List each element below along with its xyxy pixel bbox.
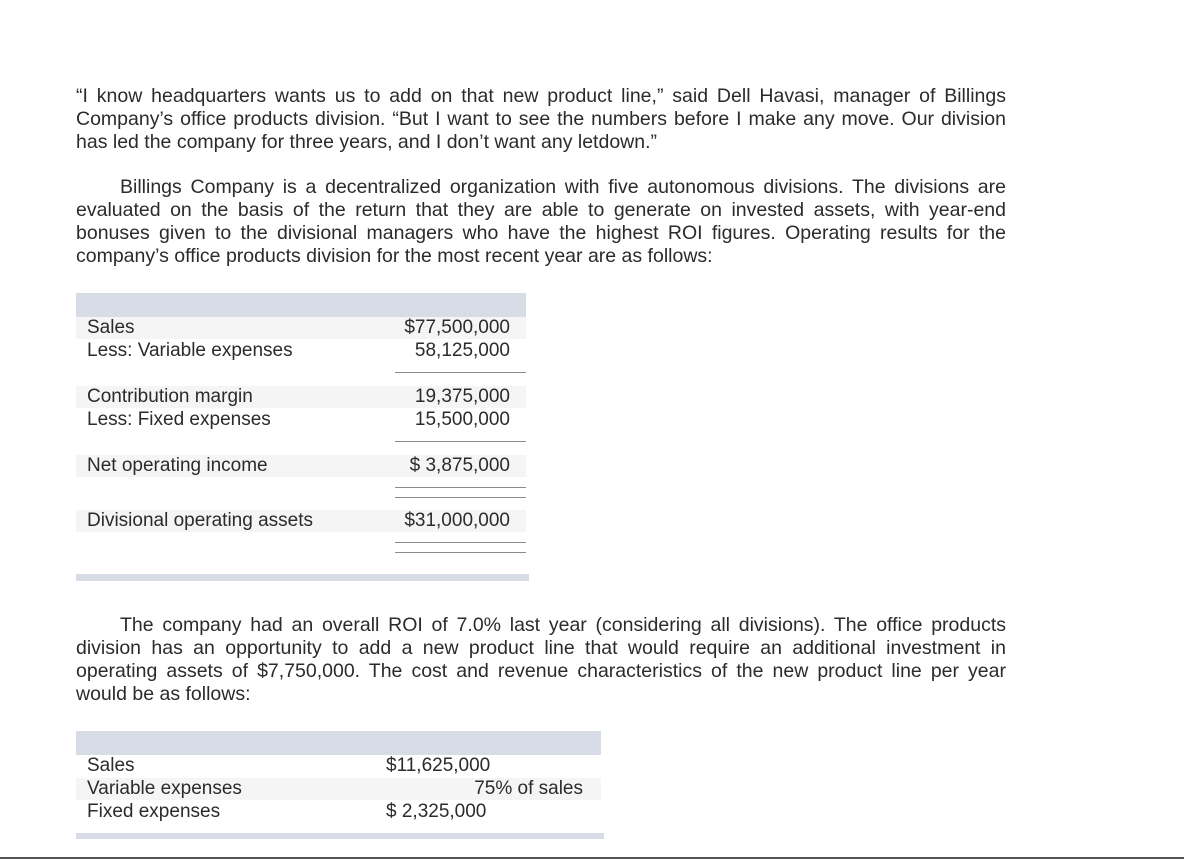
contribution-margin-label: Contribution margin [87, 386, 253, 407]
new-variable-expenses-value: 75% of sales [474, 778, 583, 799]
table-header-bar [76, 293, 526, 317]
fixed-expenses-label: Less: Fixed expenses [87, 409, 271, 430]
new-sales-label: Sales [87, 755, 135, 776]
double-rule-bottom [395, 497, 526, 498]
divisional-assets-label: Divisional operating assets [87, 510, 314, 531]
double-rule-top [395, 542, 526, 543]
new-sales-value: $11,625,000 [386, 755, 491, 776]
new-fixed-expenses-value: $ 2,325,000 [386, 801, 487, 822]
variable-expenses-label: Less: Variable expenses [87, 340, 293, 361]
table-footer-bar [76, 833, 604, 839]
subtotal-rule [395, 441, 526, 442]
new-variable-expenses-label: Variable expenses [87, 778, 242, 799]
net-operating-income-label: Net operating income [87, 455, 268, 476]
new-fixed-expenses-label: Fixed expenses [87, 801, 221, 822]
page-bottom-rule [0, 857, 1184, 859]
double-rule-bottom [395, 552, 526, 553]
subtotal-rule [395, 372, 526, 373]
table-footer-bar [76, 574, 529, 581]
sales-label: Sales [87, 317, 135, 338]
variable-expenses-value: 58,125,000 [414, 340, 510, 361]
net-operating-income-value: $ 3,875,000 [409, 455, 510, 476]
divisional-assets-value: $31,000,000 [404, 510, 510, 531]
sales-value: $77,500,000 [404, 317, 510, 338]
double-rule-top [395, 487, 526, 488]
contribution-margin-value: 19,375,000 [414, 386, 510, 407]
intro-paragraph: “I know headquarters wants us to add on that new product line,” said Dell Havasi, manager of Billings Company’s office products division. “But I want to see the numbers before I make any move. Our division has led the company for three years, and I don’t want any letdown.” [76, 85, 1006, 153]
table-header-bar [76, 731, 601, 755]
fixed-expenses-value: 15,500,000 [414, 409, 510, 430]
company-description-paragraph: Billings Company is a decentralized organization with five autonomous divisions. The divisions are evaluated on the basis of the return that they are able to generate on invested assets, with year-end bonuses given to the divisional managers who have the highest ROI figures. Operating results for the company’s office products division for the most recent year are as follows: [76, 176, 1006, 267]
new-product-line-paragraph: The company had an overall ROI of 7.0% last year (considering all divisions). The office products division has an opportunity to add a new product line that would require an additional investment in operating assets of $7,750,000. The cost and revenue characteristics of the new product line per year would be as follows: [76, 614, 1006, 705]
